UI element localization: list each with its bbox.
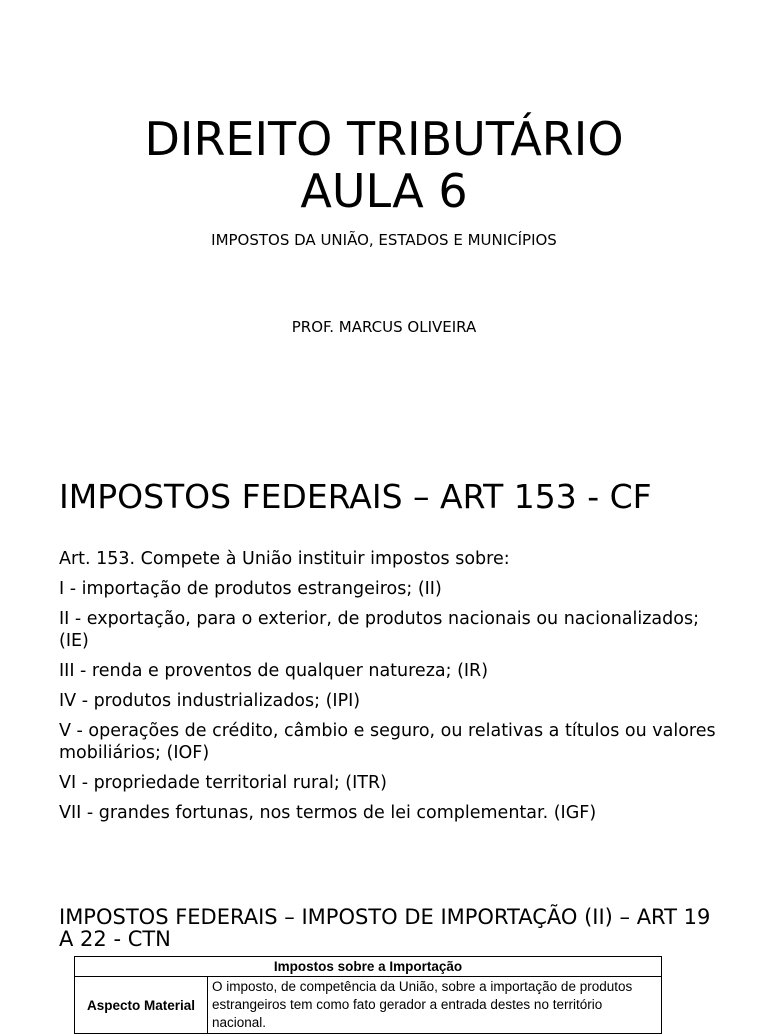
list-item: II - exportação, para o exterior, de produtos nacionais ou nacionalizados; (IE) (59, 609, 699, 651)
table-header: Impostos sobre a Importação (75, 957, 662, 977)
table-row (75, 977, 662, 1034)
list-item: VII - grandes fortunas, nos termos de lei complementar. (IGF) (59, 803, 597, 823)
slide-heading: IMPOSTOS FEDERAIS – IMPOSTO DE IMPORTAÇÃO (II) – ART 19 A 22 - CTN (59, 905, 711, 951)
row-text: O imposto, de competência da União, sobre a importação de produtos estrangeiros tem como fato gerador a entrada destes no território nacional. (208, 977, 662, 1034)
list-item: Art. 153. Compete à União instituir impostos sobre: (59, 549, 510, 569)
article-list (59, 548, 719, 832)
slide-heading: IMPOSTOS FEDERAIS – ART 153 - CF (59, 477, 652, 516)
tax-table (74, 956, 662, 1034)
table-header-row (75, 957, 662, 977)
list-item: VI - propriedade territorial rural; (ITR) (59, 773, 387, 793)
list-item: IV - produtos industrializados; (IPI) (59, 691, 361, 711)
professor-name: PROF. MARCUS OLIVEIRA (291, 318, 477, 336)
title-line-2: AULA 6 (300, 164, 468, 218)
presentation-title (0, 113, 768, 217)
slide-imposto-importacao (0, 870, 768, 1030)
title-line-1: DIREITO TRIBUTÁRIO (144, 112, 624, 166)
presentation-subtitle: IMPOSTOS DA UNIÃO, ESTADOS E MUNICÍPIOS (211, 231, 557, 249)
list-item: I - importação de produtos estrangeiros; (II) (59, 579, 442, 599)
list-item: V - operações de crédito, câmbio e seguro, ou relativas a títulos ou valores mobiliários; (IOF) (59, 721, 716, 763)
row-label: Aspecto Material (75, 977, 208, 1034)
slide-title (0, 0, 768, 430)
slide-art-153 (0, 430, 768, 870)
list-item: III - renda e proventos de qualquer natureza; (IR) (59, 661, 489, 681)
